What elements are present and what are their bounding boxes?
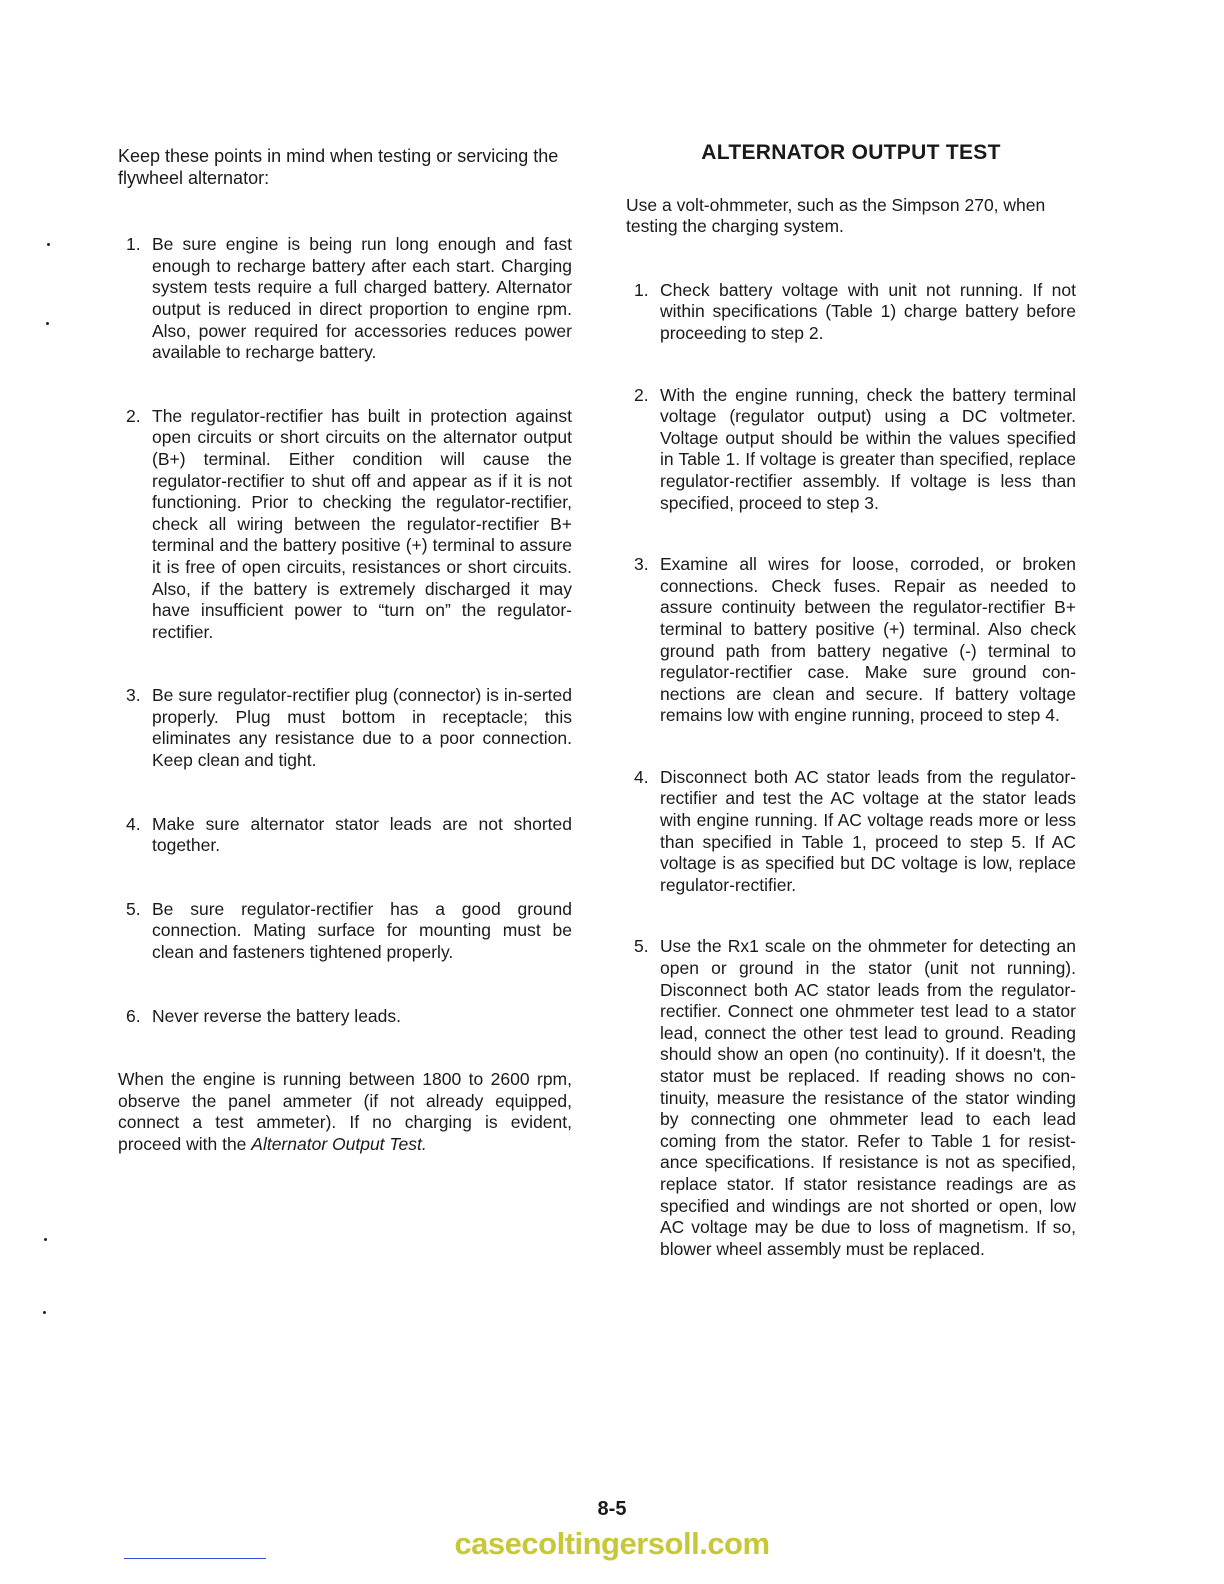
right-intro: Use a volt-ohmmeter, such as the Simpson 270, when testing the charging system. (626, 194, 1046, 237)
scan-mark (43, 1311, 46, 1314)
page-number: 8-5 (597, 1498, 627, 1520)
item-text: Examine all wires for loose, corroded, or broken connections. Check fuses. Repair as needed to assure continuity between the regulator-rectifier B+ terminal to battery positive (+) terminal. Also check ground path from battery negative (-) terminal to regulator-rectifier case. Make sure ground con-nections are clean and secure. If battery voltage remains low with engine running, proceed to step 4. (660, 554, 1076, 726)
item-text: Make sure alternator stator leads are not shorted together. (152, 813, 572, 856)
item-number: 3. (634, 554, 649, 575)
item-text: Use the Rx1 scale on the ohmmeter for detecting an open or ground in the stator (unit not running). Disconnect both AC stator leads from the regulator-rectifier. Connect one ohmmeter test lead to a stator lead, connect the other test lead to ground. Reading should show an open (no continuity). If it doesn't, the stator must be replaced. If reading shows no con-tinuity, measure the resistance of the stator winding by connecting one ohmmeter lead to each lead coming from the stator. Refer to Table 1 for resist-ance specifications. If resistance is not as specified, replace stator. If stator resistance readings are as specified and windings are not shorted or open, low AC voltage may be due to loss of magnetism. If so, blower wheel assembly must be replaced. (660, 936, 1076, 1259)
list-item (118, 814, 572, 857)
list-item (626, 385, 1076, 515)
left-closing (118, 1069, 572, 1155)
list-item (118, 1006, 572, 1028)
scan-mark (46, 322, 49, 325)
left-intro: Keep these points in mind when testing or servicing the flywheel alternator: (118, 146, 559, 188)
item-text: Check battery voltage with unit not running. If not within specifications (Table 1) charge battery before proceeding to step 2. (660, 279, 1076, 343)
closing-text: When the engine is running between 1800 to 2600 rpm, observe the panel ammeter (if not already equipped, connect a test ammeter). If no charging is evident, proceed with the (118, 1069, 572, 1154)
left-column (118, 146, 572, 1156)
list-item (626, 554, 1076, 727)
section-heading: ALTERNATOR OUTPUT TEST (701, 141, 1001, 164)
list-item (118, 406, 572, 644)
list-item (626, 280, 1076, 345)
item-number: 1. (126, 234, 141, 255)
closing-emphasis: Alternator Output Test. (251, 1134, 427, 1154)
item-number: 2. (634, 384, 649, 405)
item-number: 6. (126, 1005, 141, 1026)
item-number: 5. (126, 898, 141, 919)
item-text: Be sure regulator-rectifier has a good ground connection. Mating surface for mounting must be clean and fasteners tightened properly. (152, 898, 572, 963)
list-item (626, 936, 1076, 1260)
right-column (626, 142, 1076, 1260)
item-number: 1. (634, 279, 649, 300)
item-text: With the engine running, check the battery terminal voltage (regulator output) using a DC voltmeter. Voltage output should be within the values specified in Table 1. If voltage is greater than specified, replace regulator-rectifier assembly. If voltage is less than specified, proceed to step 3. (660, 384, 1076, 513)
list-item (626, 767, 1076, 897)
item-text: Never reverse the battery leads. (152, 1005, 402, 1026)
watermark-link[interactable]: casecoltingersoll.com (454, 1526, 770, 1561)
list-item (118, 899, 572, 964)
item-text: Be sure engine is being run long enough and fast enough to recharge battery after each start. Charging system tests require a full charged battery. Alternator output is reduced in direct proportion to engine rpm. Also, power required for accessories reduces power available to recharge battery. (152, 234, 572, 363)
scan-mark (47, 243, 50, 246)
item-number: 3. (126, 685, 141, 706)
item-number: 4. (126, 813, 141, 834)
item-number: 5. (634, 936, 649, 957)
scan-mark (44, 1238, 47, 1241)
list-item (118, 685, 572, 771)
item-text: Be sure regulator-rectifier plug (connector) is in-serted properly. Plug must bottom in receptacle; this eliminates any resistance due to a poor connection. Keep clean and tight. (152, 685, 572, 771)
item-number: 2. (126, 405, 141, 426)
footer-rule (124, 1558, 266, 1559)
item-text: The regulator-rectifier has built in protection against open circuits or short circuits on the alternator output (B+) terminal. Either condition will cause the regulator-rectifier to shut off and appear as if it is not functioning. Prior to checking the regulator-rectifier, check all wiring between the regulator-rectifier B+ terminal and the battery positive (+) terminal to assure it is free of open circuits, resistances or short circuits. Also, if the battery is extremely discharged it may have insufficient power to “turn on” the regulator-rectifier. (152, 405, 572, 642)
list-item (118, 234, 572, 364)
item-number: 4. (634, 766, 649, 787)
item-text: Disconnect both AC stator leads from the regulator-rectifier and test the AC voltage at the stator leads with engine running. If AC voltage reads more or less than specified in Table 1, proceed to step 5. If AC voltage is as specified but DC voltage is low, replace regulator-rectifier. (660, 766, 1076, 895)
